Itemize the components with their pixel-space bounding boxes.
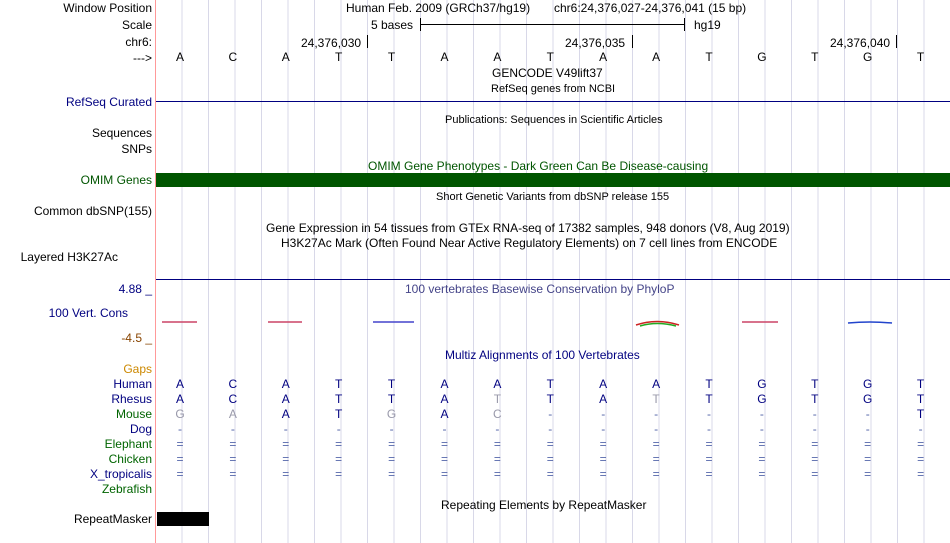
alignment-base: - — [812, 407, 817, 421]
alignment-base: A — [281, 392, 290, 406]
alignment-base: A — [652, 377, 661, 391]
alignment-base: = — [917, 452, 925, 466]
alignment-base: = — [599, 452, 607, 466]
alignment-base: - — [812, 422, 817, 436]
alignment-base: - — [654, 422, 659, 436]
alignment-base: = — [917, 437, 925, 451]
alignment-base: T — [493, 392, 502, 406]
alignment-base: - — [548, 422, 553, 436]
gaps-track-label[interactable]: Gaps — [123, 362, 152, 376]
alignment-base: C — [228, 392, 238, 406]
alignment-base: A — [175, 377, 184, 391]
assembly-text: Human Feb. 2009 (GRCh37/hg19) — [346, 1, 531, 15]
alignment-base: = — [546, 467, 554, 481]
alignment-base: - — [230, 422, 235, 436]
alignment-base: - — [601, 422, 606, 436]
alignment-base: = — [335, 437, 343, 451]
alignment-base: = — [176, 452, 184, 466]
publications-track-title: Publications: Sequences in Scientific Articles — [445, 114, 663, 126]
alignment-base: - — [707, 407, 711, 421]
alignment-base: = — [652, 437, 660, 451]
alignment-base: T — [916, 377, 925, 391]
alignment-base: T — [916, 407, 925, 421]
alignment-base: = — [335, 452, 343, 466]
species-label[interactable]: Mouse — [115, 407, 152, 421]
sequence-base: G — [863, 50, 873, 64]
gtex-track-title: Gene Expression in 54 tissues from GTEx RNA-seq of 17382 samples, 948 donors (V8, Aug 2019) — [266, 221, 790, 235]
h3k27ac-track-label[interactable]: Layered H3K27Ac — [20, 250, 118, 264]
alignment-base: = — [282, 467, 290, 481]
position-text: chr6:24,376,027-24,376,041 (15 bp) — [554, 1, 747, 15]
alignment-base: G — [757, 377, 767, 391]
alignment-base: = — [599, 437, 607, 451]
alignment-base: - — [442, 422, 447, 436]
multiz-track-title: Multiz Alignments of 100 Vertebrates — [445, 348, 640, 362]
alignment-base: - — [654, 407, 659, 421]
dbsnp-track-title: Short Genetic Variants from dbSNP release 155 — [436, 191, 670, 203]
alignment-base: = — [176, 467, 184, 481]
alignment-base: G — [175, 407, 185, 421]
sequences-track-label[interactable]: Sequences — [91, 126, 152, 140]
alignment-base: = — [705, 437, 713, 451]
alignment-base: - — [178, 422, 182, 436]
alignment-base: A — [281, 407, 290, 421]
gencode-track-title[interactable]: GENCODE V49lift37 — [492, 66, 603, 80]
alignment-base: = — [864, 467, 872, 481]
chrom-label: chr6: — [125, 35, 152, 49]
sequence-base: C — [228, 50, 238, 64]
alignment-base: = — [493, 467, 501, 481]
alignment-base: C — [493, 407, 502, 421]
alignment-base: = — [388, 452, 396, 466]
scale-text: 5 bases — [371, 18, 414, 32]
alignment-base: = — [599, 467, 607, 481]
repeatmasker-track-title: Repeating Elements by RepeatMasker — [441, 498, 647, 512]
alignment-base: G — [757, 392, 767, 406]
alignment-base: - — [759, 407, 764, 421]
alignment-base: = — [440, 437, 448, 451]
alignment-base: = — [229, 437, 237, 451]
species-label[interactable]: Dog — [129, 422, 152, 436]
alignment-base: G — [863, 392, 873, 406]
alignment-base: - — [759, 422, 764, 436]
alignment-base: A — [175, 392, 184, 406]
alignment-base: = — [864, 452, 872, 466]
alignment-base: C — [228, 377, 238, 391]
phylop-max-label: 4.88 _ — [118, 282, 152, 296]
alignment-base: A — [493, 377, 502, 391]
ruler-tick-label: 24,376,030 — [301, 36, 362, 50]
alignment-base: = — [811, 437, 819, 451]
alignment-base: A — [281, 377, 290, 391]
sequence-base: A — [175, 50, 184, 64]
alignment-base: = — [388, 437, 396, 451]
alignment-base: T — [546, 377, 554, 391]
repeatmasker-track-label[interactable]: RepeatMasker — [73, 512, 152, 526]
refseq-track-title: RefSeq genes from NCBI — [491, 83, 616, 95]
sequence-base: T — [811, 50, 819, 64]
alignment-base: = — [546, 437, 554, 451]
alignment-base: T — [387, 377, 396, 391]
alignment-base: T — [705, 392, 713, 406]
sequence-base: T — [546, 50, 554, 64]
sequence-base: A — [652, 50, 661, 64]
alignment-base: = — [335, 467, 343, 481]
alignment-base: = — [176, 437, 184, 451]
alignment-base: T — [652, 392, 660, 406]
alignment-base: = — [493, 452, 501, 466]
alignment-base: = — [546, 452, 554, 466]
species-label[interactable]: Rhesus — [111, 392, 152, 406]
alignment-base: = — [282, 437, 290, 451]
sequence-base: T — [705, 50, 713, 64]
sequence-base: A — [440, 50, 449, 64]
alignment-base: = — [917, 467, 925, 481]
alignment-base: = — [811, 467, 819, 481]
alignment-base: = — [440, 452, 448, 466]
alignment-base: = — [652, 452, 660, 466]
alignment-base: T — [811, 392, 819, 406]
alignment-base: = — [705, 467, 713, 481]
sequence-base: T — [335, 50, 343, 64]
dbsnp-track-label[interactable]: Common dbSNP(155) — [33, 204, 152, 218]
species-label[interactable]: X_tropicalis — [89, 467, 152, 481]
alignment-base: - — [283, 422, 288, 436]
alignment-base: - — [389, 422, 394, 436]
alignment-base: = — [388, 467, 396, 481]
alignment-base: = — [864, 437, 872, 451]
alignment-base: = — [705, 452, 713, 466]
h3k27ac-track-title: H3K27Ac Mark (Often Found Near Active Regulatory Elements) on 7 cell lines from ENCODE — [281, 236, 778, 250]
alignment-base: = — [282, 452, 290, 466]
species-label[interactable]: Zebrafish — [101, 482, 152, 496]
alignment-base: - — [601, 407, 606, 421]
snps-track-label[interactable]: SNPs — [121, 142, 152, 156]
alignment-base: - — [865, 407, 870, 421]
omim-track-label[interactable]: OMIM Genes — [80, 173, 152, 187]
scale-label: Scale — [121, 18, 152, 32]
alignment-base: T — [811, 377, 819, 391]
alignment-base: = — [652, 467, 660, 481]
alignment-base: = — [758, 467, 766, 481]
phylop-track-title: 100 vertebrates Basewise Conservation by PhyloP — [405, 282, 675, 296]
species-label[interactable]: Elephant — [104, 437, 152, 451]
sequence-base: A — [493, 50, 502, 64]
sequence-base: G — [757, 50, 767, 64]
alignment-base: - — [865, 422, 870, 436]
omim-track-title: OMIM Gene Phenotypes - Dark Green Can Be Disease-causing — [368, 159, 709, 173]
sequence-base: A — [281, 50, 290, 64]
alignment-base: A — [228, 407, 237, 421]
alignment-base: = — [440, 467, 448, 481]
ruler-tick-label: 24,376,035 — [565, 36, 626, 50]
ruler-tick-label: 24,376,040 — [830, 36, 891, 50]
alignment-base: T — [546, 392, 554, 406]
sequence-base: A — [599, 50, 608, 64]
alignment-base: = — [758, 437, 766, 451]
alignment-base: = — [758, 452, 766, 466]
sequence-base: T — [387, 50, 396, 64]
alignment-base: T — [335, 392, 343, 406]
alignment-base: A — [440, 377, 449, 391]
alignment-base: = — [811, 452, 819, 466]
alignment-base: = — [229, 452, 237, 466]
alignment-base: A — [599, 392, 608, 406]
alignment-base: = — [229, 467, 237, 481]
phylop-track-label[interactable]: 100 Vert. Cons — [48, 306, 128, 320]
alignment-base: = — [493, 437, 501, 451]
strand-label[interactable]: ---> — [133, 51, 152, 65]
alignment-base: G — [386, 407, 397, 421]
alignment-base: A — [599, 377, 608, 391]
species-label[interactable]: Human — [113, 377, 152, 391]
alignment-base: A — [440, 407, 449, 421]
alignment-base: T — [335, 377, 343, 391]
phylop-min-label: -4.5 _ — [121, 331, 152, 345]
alignment-base: T — [335, 407, 343, 421]
alignment-base: - — [918, 422, 923, 436]
alignment-base: A — [440, 392, 449, 406]
alignment-base: - — [707, 422, 711, 436]
alignment-base: T — [916, 392, 925, 406]
refseq-track-label[interactable]: RefSeq Curated — [65, 95, 152, 109]
alignment-base: - — [495, 422, 500, 436]
alignment-base: - — [336, 422, 341, 436]
alignment-base: G — [863, 377, 873, 391]
sequence-base: T — [916, 50, 925, 64]
alignment-base: T — [387, 392, 396, 406]
db-text: hg19 — [694, 18, 721, 32]
species-label[interactable]: Chicken — [108, 452, 152, 466]
alignment-base: T — [705, 377, 713, 391]
window-position-label: Window Position — [63, 1, 152, 15]
alignment-base: - — [548, 407, 553, 421]
